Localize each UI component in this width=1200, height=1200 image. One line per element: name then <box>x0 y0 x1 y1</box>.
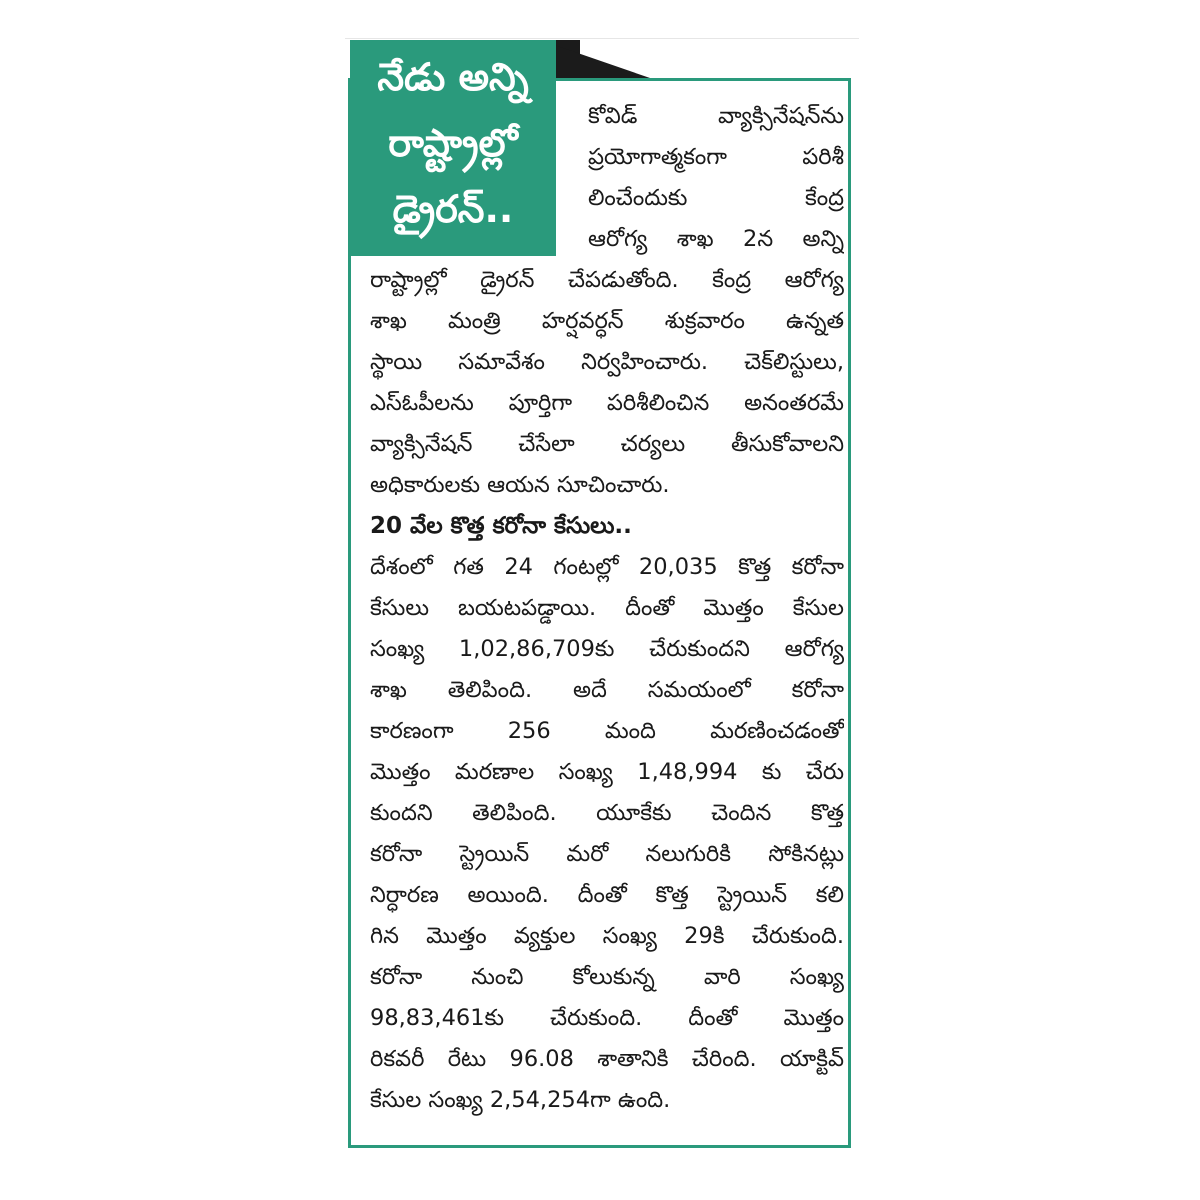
body-line: గిన మొత్తం వ్యక్తుల సంఖ్య 29కి చేరుకుంది. <box>370 923 844 949</box>
body-line: నిర్ధారణ అయింది. దీంతో కొత్త స్ట్రెయిన్ కలి <box>370 882 844 908</box>
intro-line: వ్యాక్సినేషన్ చేసేలా చర్యలు తీసుకోవాలని <box>370 431 844 457</box>
intro-line: స్థాయి సమావేశం నిర్వహించారు. చెక్‌లిస్టులు, <box>370 349 844 375</box>
intro-line: ఆరోగ్య శాఖ 2న అన్ని <box>588 226 844 252</box>
body-line: కారణంగా 256 మంది మరణించడంతో <box>370 718 844 744</box>
black-tab-corner <box>540 40 650 78</box>
body-line: కరోనా నుంచి కోలుకున్న వారి సంఖ్య <box>370 964 844 990</box>
intro-line: కోవిడ్ వ్యాక్సినేషన్‌ను <box>588 103 844 129</box>
headline-line-3: డ్రైరన్.. <box>392 187 514 231</box>
intro-line: లించేందుకు కేంద్ర <box>588 185 844 211</box>
body-line: 98,83,461కు చేరుకుంది. దీంతో మొత్తం <box>370 1005 844 1031</box>
intro-line: రాష్ట్రాల్లో డ్రైరన్ చేపడుతోంది. కేంద్ర ఆరోగ్య <box>370 267 844 293</box>
body-line: సంఖ్య 1,02,86,709కు చేరుకుందని ఆరోగ్య <box>370 636 844 662</box>
intro-line: ఎస్‌ఓపీలను పూర్తిగా పరిశీలించిన అనంతరమే <box>370 390 844 416</box>
subheading: 20 వేల కొత్త కరోనా కేసులు.. <box>370 513 632 539</box>
body-line: దేశంలో గత 24 గంటల్లో 20,035 కొత్త కరోనా <box>370 554 844 580</box>
body-line: కేసులు బయటపడ్డాయి. దీంతో మొత్తం కేసుల <box>370 595 844 621</box>
body-line: కుందని తెలిపింది. యూకేకు చెందిన కొత్త <box>370 800 844 826</box>
headline-line-2: రాష్ట్రాల్లో <box>388 121 518 165</box>
intro-line: శాఖ మంత్రి హర్షవర్ధన్ శుక్రవారం ఉన్నత <box>370 308 844 334</box>
intro-line: ప్రయోగాత్మకంగా పరిశీ <box>588 144 844 170</box>
intro-line: అధికారులకు ఆయన సూచించారు. <box>370 472 670 498</box>
article-body <box>370 96 844 1121</box>
body-line: శాఖ తెలిపింది. అదే సమయంలో కరోనా <box>370 677 844 703</box>
body-line: మొత్తం మరణాల సంఖ్య 1,48,994 కు చేరు <box>370 759 844 785</box>
body-line: కరోనా స్ట్రెయిన్ మరో నలుగురికి సోకినట్లు <box>370 841 844 867</box>
body-line: రికవరీ రేటు 96.08 శాతానికి చేరింది. యాక్టివ్ <box>370 1046 844 1072</box>
body-line: కేసుల సంఖ్య 2,54,254గా ఉంది. <box>370 1087 671 1113</box>
headline-line-1: నేడు అన్ని <box>377 55 529 99</box>
